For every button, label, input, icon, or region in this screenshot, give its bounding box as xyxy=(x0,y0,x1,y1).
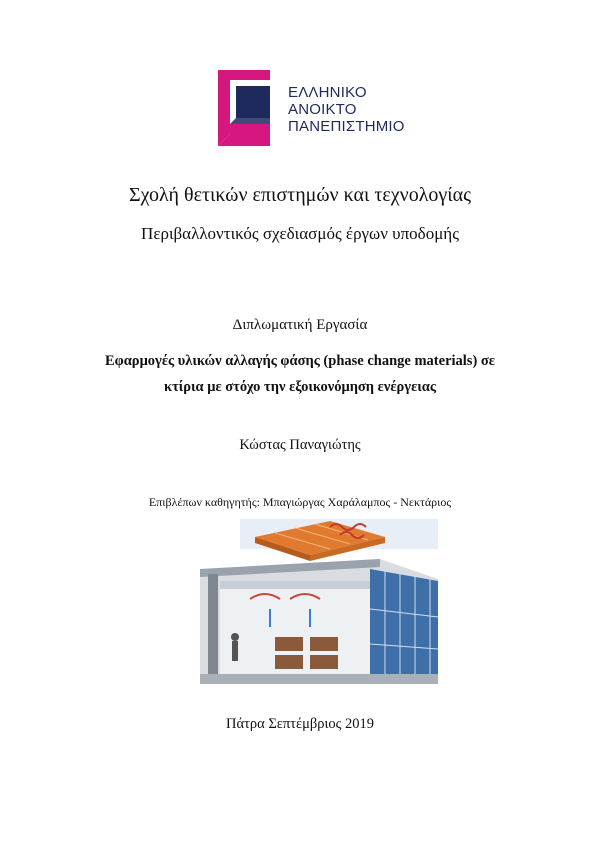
logo-line-1: ΕΛΛΗΝΙΚΟ xyxy=(288,84,367,101)
building-illustration xyxy=(180,519,438,684)
university-logo xyxy=(218,70,418,146)
thesis-title-line-1: Εφαρμογές υλικών αλλαγής φάσης (phase change materials) σε xyxy=(105,353,495,369)
logo-line-2: ΑΝΟΙΚΤΟ xyxy=(288,101,357,118)
author-name: Κώστας Παναγιώτης xyxy=(239,437,361,453)
university-logo-mark xyxy=(218,70,288,146)
date: Πάτρα Σεπτέμβριος 2019 xyxy=(225,716,375,732)
logo-line-3: ΠΑΝΕΠΙΣΤΗΜΙΟ xyxy=(288,118,405,135)
thesis-title-line-2: κτίρια με στόχο την εξοικονόμηση ενέργειας xyxy=(164,379,436,395)
thesis-label: Διπλωματική Εργασία xyxy=(232,317,368,333)
school-name: Σχολή θετικών επιστημών και τεχνολογίας xyxy=(128,184,472,206)
university-logo-text xyxy=(288,84,405,135)
supervisor: Επιβλέπων καθηγητής: Μπαγιώργας Χαράλαμπος - Νεκτάριος xyxy=(148,495,452,509)
program-name: Περιβαλλοντικός σχεδιασμός έργων υποδομής xyxy=(141,224,459,243)
